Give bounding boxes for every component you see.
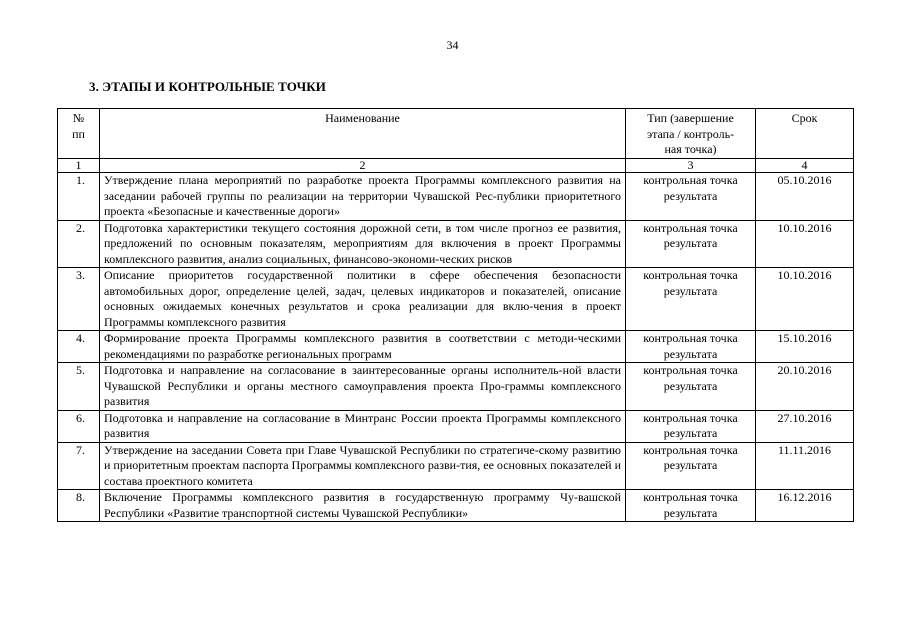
header-type: Тип (завершение этапа / контроль- ная точка)	[626, 109, 756, 159]
row-number: 7.	[58, 442, 100, 490]
row-date: 16.12.2016	[756, 490, 854, 522]
row-name: Утверждение на заседании Совета при Главе Чувашской Республики по стратегиче-скому развитию и приоритетным проектам паспорта Программы комплексного разви-тия, ее основных показателей и состава проектного комитета	[100, 442, 626, 490]
row-number: 3.	[58, 268, 100, 331]
header-number: № пп	[58, 109, 100, 159]
row-date: 27.10.2016	[756, 410, 854, 442]
table-row	[58, 331, 854, 363]
row-name: Формирование проекта Программы комплексного развития в соответствии с методи-ческими рекомендациями по разработке региональных программ	[100, 331, 626, 363]
table-row	[58, 363, 854, 411]
row-number: 2.	[58, 220, 100, 268]
table-row	[58, 410, 854, 442]
row-number: 1.	[58, 173, 100, 221]
table-row	[58, 173, 854, 221]
row-type: контрольная точка результата	[626, 220, 756, 268]
row-number: 6.	[58, 410, 100, 442]
row-date: 10.10.2016	[756, 220, 854, 268]
section-title: 3. ЭТАПЫ И КОНТРОЛЬНЫЕ ТОЧКИ	[89, 79, 326, 94]
row-number: 8.	[58, 490, 100, 522]
row-name: Включение Программы комплексного развития в государственную программу Чу-вашской Республики «Развитие транспортной системы Чувашской Республики»	[100, 490, 626, 522]
row-number: 5.	[58, 363, 100, 411]
header-date: Срок	[756, 109, 854, 159]
table-header-row	[58, 109, 854, 159]
table-row	[58, 490, 854, 522]
row-name: Подготовка и направление на согласование в Минтранс России проекта Программы комплексного развития	[100, 410, 626, 442]
row-type: контрольная точка результата	[626, 331, 756, 363]
row-date: 11.11.2016	[756, 442, 854, 490]
index-cell: 3	[626, 159, 756, 173]
row-name: Описание приоритетов государственной политики в сфере обеспечения безопасности автомобильных дорог, определение целей, задач, целевых индикаторов и показателей, описание основных ожидаемых конечных результатов и срока реализации для вклю-чения в проект Программы комплексного развития	[100, 268, 626, 331]
row-type: контрольная точка результата	[626, 410, 756, 442]
table-row	[58, 220, 854, 268]
row-date: 15.10.2016	[756, 331, 854, 363]
stages-table	[57, 108, 854, 522]
index-cell: 2	[100, 159, 626, 173]
row-name: Утверждение плана мероприятий по разработке проекта Программы комплексного развития на заседании рабочей группы по реализации на территории Чувашской Рес-публики приоритетного проекта «Безопасные и качественные дороги»	[100, 173, 626, 221]
row-type: контрольная точка результата	[626, 363, 756, 411]
row-type: контрольная точка результата	[626, 173, 756, 221]
row-type: контрольная точка результата	[626, 268, 756, 331]
row-type: контрольная точка результата	[626, 490, 756, 522]
row-name: Подготовка и направление на согласование в заинтересованные органы исполнитель-ной власти Чувашской Республики и органы местного самоуправления проекта Про-граммы комплексного развития	[100, 363, 626, 411]
index-cell: 4	[756, 159, 854, 173]
row-name: Подготовка характеристики текущего состояния дорожной сети, в том числе прогноз ее развития, предложений по основным показателям, мероприятиям для включения в проект Программы комплексного развития, анализ социальных, финансово-экономи-ческих рисков	[100, 220, 626, 268]
table-row	[58, 268, 854, 331]
table-index-row	[58, 159, 854, 173]
row-number: 4.	[58, 331, 100, 363]
row-date: 20.10.2016	[756, 363, 854, 411]
row-date: 10.10.2016	[756, 268, 854, 331]
page-number: 34	[446, 38, 459, 52]
row-type: контрольная точка результата	[626, 442, 756, 490]
index-cell: 1	[58, 159, 100, 173]
table-row	[58, 442, 854, 490]
row-date: 05.10.2016	[756, 173, 854, 221]
header-name: Наименование	[100, 109, 626, 159]
